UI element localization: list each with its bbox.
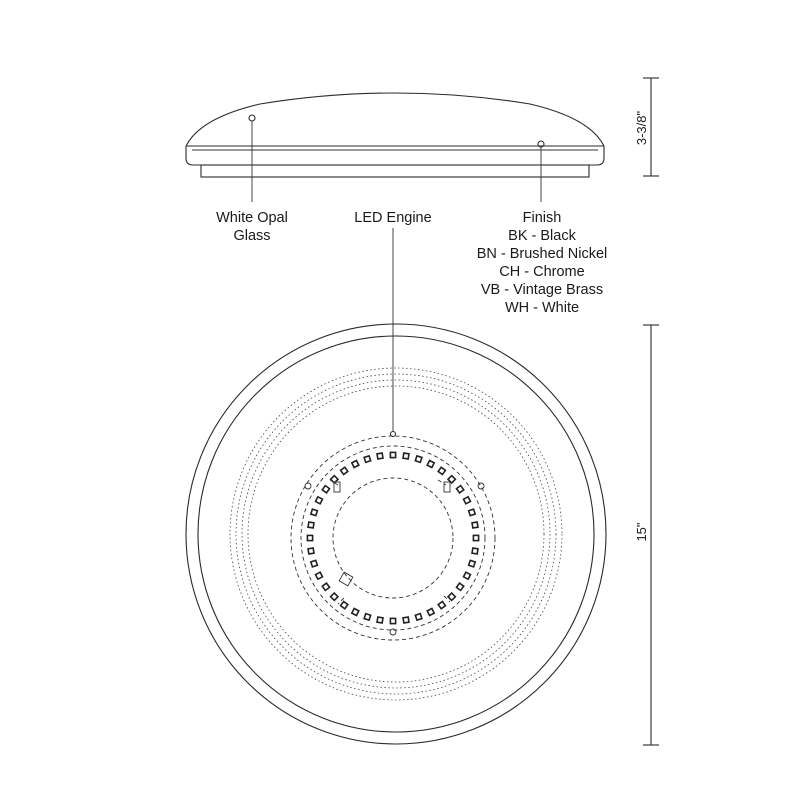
led-chip <box>364 614 371 621</box>
led-chip <box>473 535 478 540</box>
diffuser-ring-2 <box>236 374 556 694</box>
led-chip <box>322 486 329 493</box>
led-chip <box>472 548 478 554</box>
led-chip <box>331 593 338 600</box>
finish-label <box>465 209 619 317</box>
led-chip <box>448 593 455 600</box>
led-chip <box>377 617 383 623</box>
glass-label-line-1: White Opal <box>216 210 288 226</box>
led-chip <box>341 467 348 474</box>
led-chip <box>403 617 409 623</box>
led-chip <box>390 618 395 623</box>
led-chip <box>472 522 478 528</box>
height-dimension-label: 3-3/8" <box>634 110 649 146</box>
led-chip <box>377 453 383 459</box>
screw-left-icon <box>305 483 311 489</box>
outer-rim <box>186 324 606 744</box>
mounting-tabs <box>305 480 484 635</box>
led-chip <box>438 467 445 474</box>
led-chip <box>316 497 323 504</box>
led-chip <box>456 583 463 590</box>
led-chip <box>352 609 359 616</box>
diffuser-ring-4 <box>248 386 544 682</box>
led-chip <box>364 456 371 463</box>
led-chip <box>307 535 312 540</box>
finish-option-wh: WH - White <box>504 300 580 316</box>
connector-right-icon <box>444 482 450 492</box>
led-chip <box>316 572 323 579</box>
led-chip <box>308 522 314 528</box>
led-chip <box>427 609 434 616</box>
led-chip <box>438 601 445 608</box>
led-chip <box>469 560 476 567</box>
led-chip <box>464 572 471 579</box>
screw-right-icon <box>478 483 484 489</box>
glass-label <box>200 209 304 245</box>
led-board-inner-outline <box>301 446 485 630</box>
diffuser-ring-1 <box>230 368 562 700</box>
led-chip <box>464 497 471 504</box>
led-chip <box>415 614 422 621</box>
finish-option-bk: BK - Black <box>508 228 576 244</box>
screw-bottom-icon <box>390 629 396 635</box>
led-chip <box>415 456 422 463</box>
diameter-dimension-label: 15" <box>634 522 649 542</box>
led-engine-text: LED Engine <box>354 210 432 226</box>
top-view <box>186 324 606 744</box>
led-chip <box>352 461 359 468</box>
led-chip <box>311 509 318 516</box>
glass-marker <box>249 115 255 121</box>
finish-option-ch: CH - Chrome <box>499 264 585 280</box>
led-chip <box>469 509 476 516</box>
glass-label-line-2: Glass <box>233 228 271 244</box>
connector-bottom-icon <box>339 572 353 586</box>
led-chip <box>403 453 409 459</box>
led-chip <box>427 461 434 468</box>
led-chip <box>322 583 329 590</box>
led-chip <box>308 548 314 554</box>
led-chip <box>341 601 348 608</box>
glass-dome-profile <box>186 93 604 146</box>
base-plate <box>201 165 589 177</box>
finish-title: Finish <box>522 210 562 226</box>
led-chip <box>311 560 318 567</box>
inner-rim <box>198 336 594 732</box>
led-engine-label <box>333 209 453 227</box>
finish-option-bn: BN - Brushed Nickel <box>476 246 608 262</box>
led-chip <box>390 452 395 457</box>
led-chip <box>456 486 463 493</box>
finish-option-vb: VB - Vintage Brass <box>480 282 604 298</box>
diffuser-ring-3 <box>242 380 550 688</box>
led-board-outline <box>291 436 495 640</box>
